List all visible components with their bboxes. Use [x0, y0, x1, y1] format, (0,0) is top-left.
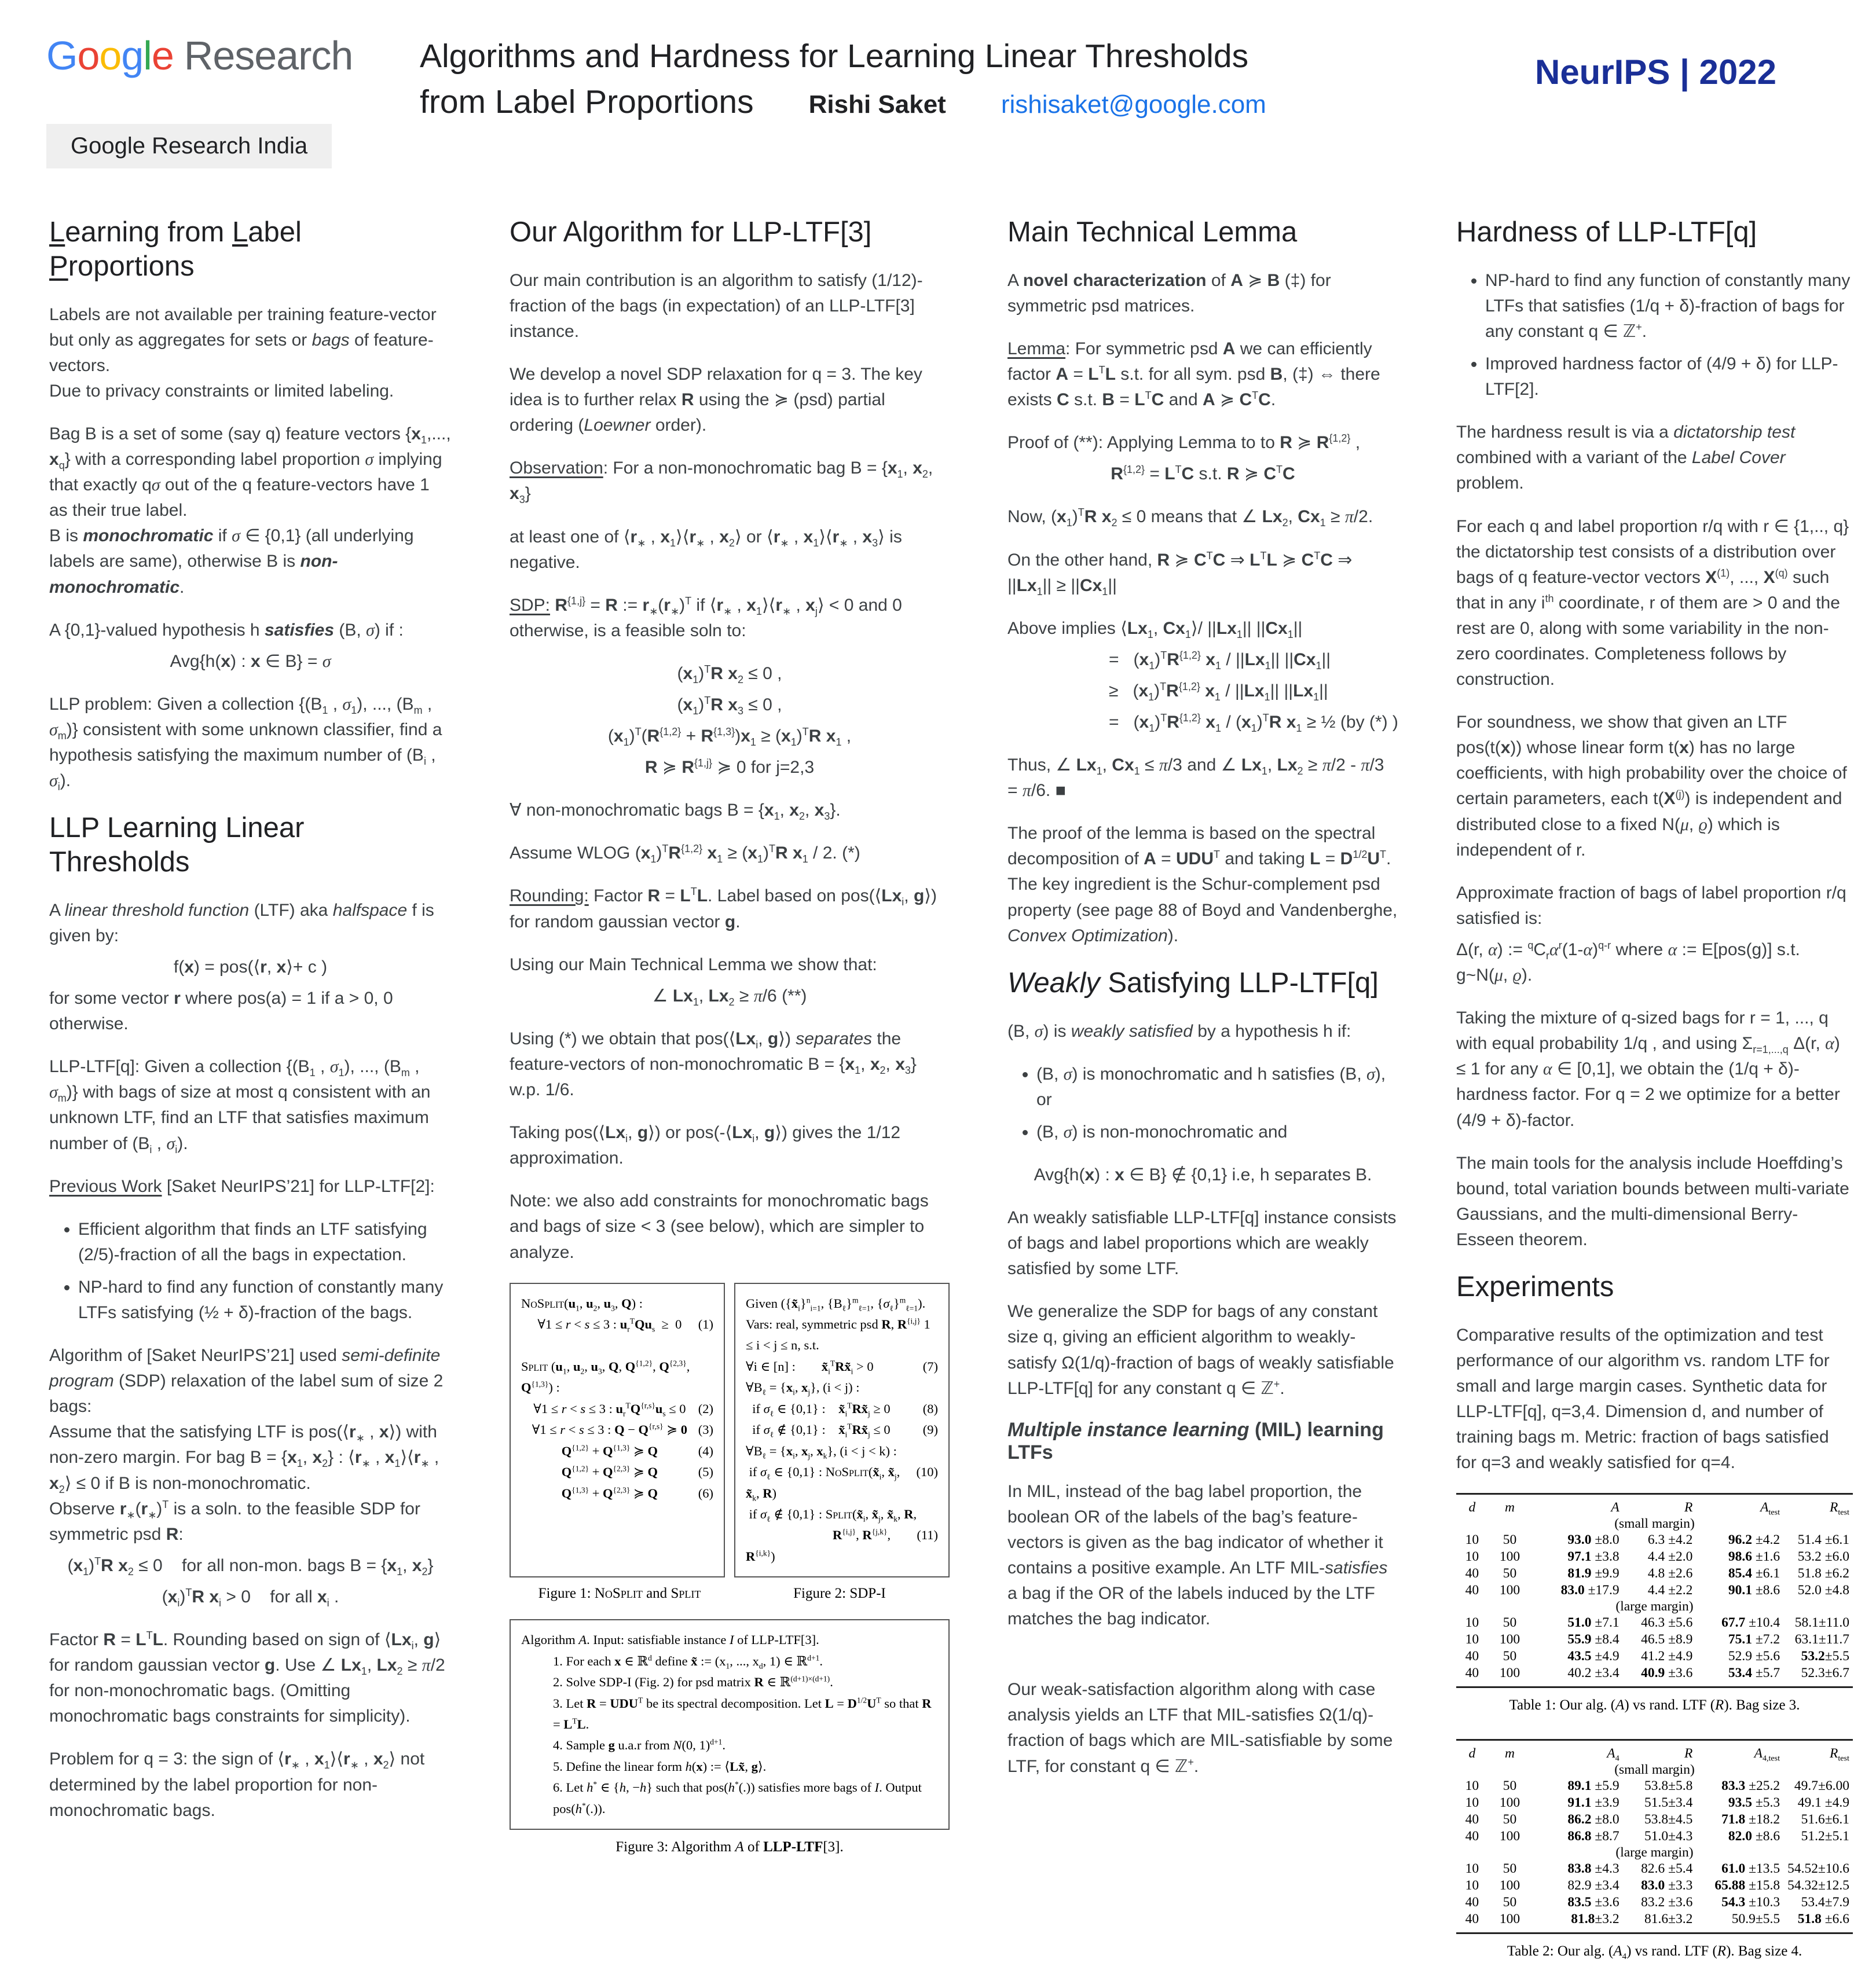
figure-line: (6) $Q^{\{1,3\}} + Q^{\{2,3\}}$ ≽ Q: [561, 1485, 713, 1500]
figure-line: 6. Let h* ∈ {h, −h} such that pos(h*(.)) satisfies more bags of I. Output pos(h*(.)).: [553, 1779, 922, 1816]
paragraph: Thus, ∠ $Lx_1$, $Cx_1 \le \pi/3$ and ∠ $Lx_1$, $Lx_2 \ge \pi/2 - \pi/3 = \pi/6$. ■: [1007, 755, 1384, 801]
figure-line: [521, 1335, 713, 1356]
table-cell: 89.1 ±5.9: [1567, 1778, 1619, 1794]
table-cell: 50: [1503, 1532, 1517, 1548]
figure-line: 5. Define the linear form h(x) := ⟨Lx̃, g⟩.: [553, 1759, 767, 1774]
table-cell: 40: [1465, 1911, 1479, 1927]
table-cell: R: [1684, 1500, 1693, 1516]
table-cell: 55.9 ±8.4: [1567, 1632, 1619, 1648]
figure-line: (8) if $\sigma_\ell$ ∈ {0,1} : $x̃_i^TRx̃_j \ge 0$: [746, 1401, 938, 1418]
table-cell: 10: [1465, 1778, 1479, 1794]
paragraph: An weakly satisfiable LLP-LTF[q] instance consists of bags and label proportions which are weakly satisfied by some LTF.: [1007, 1208, 1397, 1279]
paragraph: On the other hand, R ≽ $C^TC$ ⇒ $L^TL$ ≽ $C^TC$ ⇒ $||Lx_1|| \ge ||Cx_1||$: [1007, 549, 1353, 597]
figure-line: (3) ∀1 ≤ r < s ≤ 3 : $Q - Q^{\{r,s\}}$ ≽ 0: [532, 1422, 713, 1437]
table-cell: 40: [1465, 1812, 1479, 1828]
equation: = $(x_1)^TR^{\{1,2\}}$ $x_1 / ||Lx_1||$ $||Cx_1||$: [1109, 649, 1331, 672]
paragraph: A novel characterization of A ≽ B (‡) for symmetric psd matrices.: [1007, 270, 1331, 315]
table-cell: 53.2 ±6.0: [1797, 1549, 1849, 1565]
table-cell: 100: [1499, 1911, 1520, 1927]
table-cell: 83.3 ±25.2: [1721, 1778, 1780, 1794]
table-cell: 40.9 ±3.6: [1641, 1665, 1693, 1681]
table-cell: d: [1468, 1500, 1476, 1516]
table-cell: 10: [1465, 1795, 1479, 1811]
equation: = $(x_1)^TR^{\{1,2\}}$ $x_1 / (x_1)^TR$ $x_1$ ≥ ½ (by (*) ): [1109, 712, 1398, 735]
paragraph: Using our Main Technical Lemma we show that:: [510, 955, 877, 974]
table-cell: 54.32±12.5: [1787, 1878, 1849, 1894]
figure-line: (2) ∀1 ≤ r < s ≤ 3 : $u_r^TQ^{\{r,s\}}u_s \le 0$: [533, 1401, 713, 1418]
table-cell: 100: [1499, 1665, 1520, 1681]
table-cell: 58.1±11.0: [1794, 1615, 1849, 1631]
author-name: Rishi Saket: [808, 90, 946, 119]
table-cell: 10: [1465, 1549, 1479, 1565]
paragraph: Our weak-satisfaction algorithm along with case analysis yields an LTF that MIL-satisfies Ω(1/q)-fraction of bags which are MIL-satisfiable by some LTF, for constant q ∈ ℤ+.: [1007, 1680, 1393, 1776]
table-cell: 86.8 ±8.7: [1567, 1829, 1619, 1844]
list-item: • NP-hard to find any function of constantly many LTFs satisfying (½ + δ)-fraction of the bags.: [78, 1275, 452, 1326]
figure-2-caption: Figure 2: SDP-I: [793, 1586, 886, 1602]
table-cell: 51.8 ±6.6: [1797, 1911, 1849, 1927]
paragraph: (B, σ) is weakly satisfied by a hypothesis h if:: [1007, 1021, 1351, 1041]
table-cell: 83.0 ±17.9: [1560, 1583, 1619, 1598]
table-cell: 52.0 ±4.8: [1797, 1583, 1849, 1598]
figure-2-sdp-1: [734, 1283, 950, 1578]
table-cell: 51.5±3.4: [1644, 1795, 1693, 1811]
paragraph: The main tools for the analysis include Hoeffding’s bound, total variation bounds between multi-variate Gaussians, and the multi-dimensional Berry-Esseen theorem.: [1456, 1153, 1849, 1249]
table-cell: A: [1611, 1500, 1619, 1516]
table-cell: 4.4 ±2.2: [1647, 1583, 1693, 1598]
list-item: • (B, σ) is monochromatic and h satisfies (B, σ), or: [1036, 1062, 1398, 1113]
table-cell: 49.1 ±4.9: [1797, 1795, 1849, 1811]
figure-3-algorithm: [510, 1619, 950, 1830]
table-cell: 83.8 ±4.3: [1567, 1861, 1619, 1877]
poster-title-line1: Algorithms and Hardness for Learning Linear Thresholds: [420, 38, 1249, 75]
figure-line: 1. For each x ∈ ℝ$^d$ define x̃ := ($x_1$, ..., $x_d$, 1) ∈ ℝ$^{d+1}$.: [553, 1653, 823, 1671]
figure-line: (10) if $\sigma_\ell$ ∈ {0,1} : $NoSplit(x̃_i$, $x̃_j$, $x̃_k$, R): [746, 1465, 938, 1503]
table-cell: 54.52±10.6: [1787, 1861, 1849, 1877]
table-cell: 53.4±7.9: [1801, 1895, 1849, 1910]
table-cell: m: [1504, 1500, 1515, 1516]
table-cell: $A_4$: [1607, 1746, 1619, 1764]
table-cell: 54.3 ±10.3: [1721, 1895, 1780, 1910]
google-logo-letter: e: [151, 33, 174, 78]
table-cell: 96.2 ±4.2: [1728, 1532, 1780, 1548]
table-cell: 65.88 ±15.8: [1714, 1878, 1780, 1894]
figure-captions-row: [510, 1586, 950, 1602]
table-cell: 100: [1499, 1549, 1520, 1565]
equation: $(x_1)^TR$ $x_2 \le 0$ ,: [677, 663, 782, 685]
column-hardness-experiments: [1456, 215, 1853, 1985]
bullet-list: [1456, 268, 1853, 402]
logo-research-text: Research: [184, 33, 353, 78]
paragraph: A linear threshold function (LTF) aka halfspace f is given by:: [49, 900, 434, 945]
table-cell: 61.0 ±13.5: [1721, 1861, 1780, 1877]
figure-line: Given ($\{x̃_i\}^n_{i=1}$, $\{B_\ell\}^m_{\ell=1}$, $\{\sigma_\ell\}^m_{\ell=1}$). Vars: real, symmetric psd R, $R^{\{i,j\}}$ 1 ≤ i < j ≤ n, s.t.: [746, 1296, 930, 1353]
figure-1-caption: Figure 1: NoSplit and Split: [538, 1586, 701, 1602]
figure-line: 2. Solve SDP-I (Fig. 2) for psd matrix R ∈ ℝ$^{(d+1)\times(d+1)}$.: [553, 1674, 833, 1690]
table-cell: 51.8 ±6.2: [1797, 1566, 1849, 1582]
table-cell: 41.2 ±4.9: [1641, 1649, 1693, 1664]
column-our-algorithm: [510, 215, 950, 1985]
results-table-bag-size-3: [1456, 1493, 1853, 1688]
table-cell: 51.6±6.1: [1801, 1812, 1849, 1828]
column-main-technical-lemma: [1007, 215, 1398, 1985]
equation: ≥ $(x_1)^TR^{\{1,2\}}$ $x_1 / ||Lx_1||$ $||Lx_1||$: [1109, 680, 1328, 703]
table-cell: 86.2 ±8.0: [1567, 1812, 1619, 1828]
google-logo-letter: g: [121, 33, 144, 78]
paragraph: Lemma: For symmetric psd A we can efficiently factor $A = L^TL$ s.t. for all sym. psd B, (‡) ⇔ there exists C s.t. $B = L^TC$ and A ≽ $C^TC$.: [1007, 339, 1380, 410]
table-cell: 53.8±4.5: [1644, 1812, 1693, 1828]
paragraph: For soundness, we show that given an LTF pos(t(x)) whose linear form t(x) has no large coefficients, with high probability over the choice of certain parameters, each $t(X^{(j)})$ is independent and distributed close to a fixed N(μ, ϱ) which is independent of r.: [1456, 713, 1847, 860]
section-heading-experiments: Experiments: [1456, 1271, 1614, 1302]
section-heading-our-algorithm: Our Algorithm for LLP-LTF[3]: [510, 217, 872, 248]
table-cell: 81.9 ±9.9: [1567, 1566, 1619, 1582]
equation: Avg{h(x) : x ∈ B} ∉ {0,1} i.e, h separates B.: [1034, 1165, 1372, 1184]
table-cell: 50: [1503, 1861, 1517, 1877]
section-heading-hardness: Hardness of LLP-LTF[q]: [1456, 217, 1757, 248]
list-item: • Improved hardness factor of (4/9 + δ) for LLP-LTF[2].: [1485, 351, 1853, 402]
table-cell: 100: [1499, 1795, 1520, 1811]
table-cell: 4.4 ±2.0: [1647, 1549, 1693, 1565]
table-1-caption: Table 1: Our alg. (A) vs rand. LTF (R). Bag size 3.: [1509, 1697, 1800, 1714]
table-cell: 46.3 ±5.6: [1641, 1615, 1693, 1631]
figure-line: Split ($u_1$, $u_2$, $u_3$, Q, $Q^{\{1,2\}}$, $Q^{\{2,3\}}$, $Q^{\{1,3\}}$) :: [521, 1359, 690, 1395]
table-cell: (small margin): [1614, 1762, 1695, 1778]
paragraph: Algorithm of [Saket NeurIPS’21] used semi-definite program (SDP) relaxation of the label sum of size 2 bags: Assume that the satisfying LTF is $pos(⟨r_∗$ , x⟩) with non-zero margin. For bag $B = \{x_1$, $x_2$} : $⟨r_∗$ , $x_1⟩⟨r_∗$ , $x_2⟩ \le 0$ if B is non-monochromatic. Observe $r_∗(r_∗)^T$ is a soln. to the feasible SDP for symmetric psd R:: [49, 1346, 444, 1544]
venue-badge: NeurIPS | 2022: [1534, 53, 1776, 91]
equation: $R^{\{1,2\}} = L^TC$ s.t. R ≽ $C^TC$: [1111, 464, 1295, 484]
paragraph: LLP problem: Given a collection {($B_1$ , $\sigma_1$), ..., ($B_m$ , $\sigma_m$)} consistent with some unknown classifier, find a hypothesis satisfying the maximum number of ($B_i$ , $\sigma_i$).: [49, 694, 442, 793]
bullet-list: [49, 1217, 452, 1326]
table-cell: 100: [1499, 1878, 1520, 1894]
poster-title-block: [420, 34, 1508, 124]
table-cell: 67.7 ±10.4: [1721, 1615, 1780, 1631]
table-cell: 46.5 ±8.9: [1641, 1632, 1693, 1648]
paragraph: The hardness result is via a dictatorship test combined with a variant of the Label Cover problem.: [1456, 423, 1796, 493]
table-cell: 50: [1503, 1778, 1517, 1794]
paragraph: LLP-LTF[q]: Given a collection {($B_1$ , $\sigma_1$), ..., ($B_m$ , $\sigma_m$)} with bags of size at most q consistent with an unknown LTF, find an LTF that satisfies maximum number of ($B_i$ , $\sigma_i$).: [49, 1057, 431, 1155]
subsection-heading-mil: Multiple instance learning (MIL) learning LTFs: [1007, 1418, 1384, 1463]
figure-line: $\forall B_\ell = \{x_i$, $x_j$}, (i < j) :: [746, 1380, 860, 1397]
table-cell: (small margin): [1614, 1516, 1695, 1532]
paragraph: Labels are not available per training feature-vector but only as aggregates for sets or bags of feature-vectors. Due to privacy constraints or limited labeling.: [49, 304, 437, 401]
paragraph: In MIL, instead of the bag label proportion, the boolean OR of the labels of the bag’s feature-vectors is given as the bag indicator of whether it contains a positive example. An LTF MIL-satisfies a bag if the OR of the labels induced by the LTF matches the bag indicator.: [1007, 1481, 1388, 1629]
google-logo-letter: o: [77, 33, 100, 78]
table-cell: 52.3±6.7: [1801, 1665, 1849, 1681]
paragraph: Now, $(x_1)^TR$ $x_2 \le 0$ means that ∠ $Lx_2$, $Cx_1 \ge \pi/2$.: [1007, 507, 1373, 529]
figure-line: $NoSplit(u_1$, $u_2$, $u_3$, Q) :: [521, 1296, 643, 1313]
equation: Avg{h(x) : x ∈ B} = σ: [170, 651, 331, 671]
table-cell: 83.2 ±3.6: [1641, 1895, 1693, 1910]
section-heading-weakly-satisfying: Weakly Satisfying LLP-LTF[q]: [1007, 967, 1379, 999]
table-cell: $R_{test}$: [1830, 1500, 1849, 1518]
table-cell: 100: [1499, 1583, 1520, 1598]
table-cell: 91.1 ±3.9: [1567, 1795, 1619, 1811]
table-cell: 53.2±5.5: [1801, 1649, 1849, 1664]
table-cell: 82.9 ±3.4: [1567, 1878, 1619, 1894]
table-cell: 50.9±5.5: [1731, 1911, 1780, 1927]
figure-line: (5) $Q^{\{1,2\}} + Q^{\{2,3\}}$ ≽ Q: [561, 1464, 713, 1480]
paragraph: SDP: $R^{\{1,j\}} = R$ := $r_∗(r_∗)^T$ if $⟨r_∗$ , $x_1⟩⟨r_∗$ , $x_j⟩ < 0$ and 0 otherwise, is a feasible soln to:: [510, 595, 902, 640]
paragraph: Comparative results of the optimization and test performance of our algorithm vs. random LTF for small and large margin cases. Synthetic data for LLP-LTF[q], q=3,4. Dimension d, and number of training bags m. Metric: fraction of bags satisfied for q=3 and weakly satisfied for q=4.: [1456, 1325, 1830, 1473]
table-cell: 10: [1465, 1532, 1479, 1548]
list-item: • NP-hard to find any function of constantly many LTFs that satisfies (1/q + δ)-fraction of bags for any constant q ∈ ℤ+.: [1485, 268, 1853, 344]
figure-line: 3. Let $R = UDU^T$ be its spectral decomposition. Let $L = D^{1/2}U^T$ so that $R = L^TL$.: [553, 1696, 932, 1732]
table-cell: 10: [1465, 1632, 1479, 1648]
figure-1-nosplit-split: [510, 1283, 725, 1578]
figure-line: (11) $R^{\{i,j\}}$, $R^{\{j,k\}}$, $R^{\{i,k\}}$): [746, 1527, 938, 1564]
table-cell: 50: [1503, 1566, 1517, 1582]
paragraph: Assume WLOG $(x_1)^TR^{\{1,2\}}$ $x_1 \ge (x_1)^TR$ $x_1 / 2$. (*): [510, 843, 860, 865]
paragraph: Previous Work [Saket NeurIPS’21] for LLP-LTF[2]:: [49, 1176, 435, 1196]
table-cell: 50: [1503, 1649, 1517, 1664]
paragraph: Rounding: Factor $R = L^TL$. Label based on $pos(⟨Lx_i$, g⟩) for random gaussian vector g.: [510, 886, 937, 931]
equation: ∠ $Lx_1$, $Lx_2 \ge \pi/6$ (**): [652, 986, 807, 1008]
figure-line: if $\sigma_\ell$ ∉ {0,1} : $Split(x̃_i$, $x̃_j$, $x̃_k$, R,: [746, 1506, 917, 1524]
table-cell: 51.0 ±7.1: [1567, 1615, 1619, 1631]
table-cell: m: [1504, 1746, 1515, 1762]
figure-line: Algorithm A. Input: satisfiable instance I of LLP-LTF[3].: [521, 1632, 819, 1648]
table-cell: 43.5 ±4.9: [1567, 1649, 1619, 1664]
figure-1-2-row: [510, 1283, 950, 1578]
paragraph: Note: we also add constraints for monochromatic bags and bags of size < 3 (see below), which are simpler to analyze.: [510, 1191, 929, 1262]
table-cell: 4.8 ±2.6: [1647, 1566, 1693, 1582]
table-cell: 75.1 ±7.2: [1728, 1632, 1780, 1648]
table-cell: 40: [1465, 1649, 1479, 1664]
figure-3-caption: Figure 3: Algorithm A of LLP-LTF[3].: [615, 1839, 844, 1855]
equation: $(x_1)^T(R^{\{1,2\}} + R^{\{1,3\}})x_1 \ge (x_1)^TR$ $x_1$ ,: [607, 726, 852, 748]
email-link[interactable]: rishisaket@google.com: [1001, 90, 1266, 119]
google-logo-letter: l: [143, 33, 152, 78]
poster-columns: [49, 215, 1853, 1985]
paragraph: We develop a novel SDP relaxation for q = 3. The key idea is to further relax R using the ≽ (psd) partial ordering (Loewner order).: [510, 365, 922, 435]
bullet-list: [1007, 1062, 1398, 1145]
equation: Δ(r, α) := $^qC_r\alpha^r(1-\alpha)^{q-r}$ where α := E[pos(g)] s.t. g~N(μ, ϱ).: [1456, 939, 1800, 985]
paragraph: Above implies $⟨Lx_1$, $Cx_1⟩/$ $||Lx_1||$ $||Cx_1||$: [1007, 618, 1303, 640]
table-cell: 81.6±3.2: [1644, 1911, 1693, 1927]
paragraph: Approximate fraction of bags of label proportion r/q satisfied is:: [1456, 883, 1846, 928]
equation: R ≽ $R^{\{1,j\}}$ ≽ 0 for j=2,3: [644, 757, 815, 777]
table-cell: 93.0 ±8.0: [1567, 1532, 1619, 1548]
paragraph: Observation: For a non-monochromatic bag $B = \{x_1$, $x_2$, $x_3$}: [510, 458, 933, 506]
table-cell: $R_{test}$: [1830, 1746, 1849, 1764]
table-cell: 10: [1465, 1878, 1479, 1894]
table-cell: 81.8±3.2: [1571, 1911, 1619, 1927]
table-cell: 40: [1465, 1829, 1479, 1844]
table-cell: 83.0 ±3.3: [1641, 1878, 1693, 1894]
table-cell: 98.6 ±1.6: [1728, 1549, 1780, 1565]
table-cell: 40: [1465, 1895, 1479, 1910]
paragraph: For each q and label proportion r/q with r ∈ {1,.., q} the dictatorship test consists of a distribution over bags of q feature-vector vectors $X^{(1)}$, ..., $X^{(q)}$ such that in any $i^{th}$ coordinate, r of them are > 0 and the rest are 0, along with some variability in the non-zero coordinates. Completeness follows by construction.: [1456, 516, 1849, 689]
figure-line: (9) if $\sigma_\ell$ ∉ {0,1} : $x̃_i^TRx̃_j \le 0$: [746, 1422, 938, 1439]
table-cell: 51.2±5.1: [1801, 1829, 1849, 1844]
google-logo-letter: G: [46, 33, 78, 78]
column-learning-from-label-proportions: [49, 215, 452, 1985]
table-cell: 97.1 ±3.8: [1567, 1549, 1619, 1565]
table-cell: (large margin): [1615, 1599, 1694, 1615]
table-cell: 82.6 ±5.4: [1641, 1861, 1693, 1877]
figure-line: (4) $Q^{\{1,2\}} + Q^{\{1,3\}}$ ≽ Q: [561, 1443, 713, 1458]
table-cell: 49.7±6.00: [1794, 1778, 1849, 1794]
table-cell: 50: [1503, 1812, 1517, 1828]
table-cell: 6.3 ±4.2: [1647, 1532, 1693, 1548]
table-cell: 51.0±4.3: [1644, 1829, 1693, 1844]
table-cell: 51.4 ±6.1: [1797, 1532, 1849, 1548]
table-cell: 100: [1499, 1829, 1520, 1844]
results-table-bag-size-4: [1456, 1739, 1853, 1934]
section-heading-main-lemma: Main Technical Lemma: [1007, 217, 1298, 248]
table-cell: 40: [1465, 1566, 1479, 1582]
table-cell: 53.8±5.8: [1644, 1778, 1693, 1794]
paragraph: Factor $R = L^TL$. Rounding based on sign of $⟨Lx_i$, g⟩ for random gaussian vector g. Use ∠ $Lx_1$, $Lx_2 \ge \pi/2$ for non-monochromatic bags. (Omitting monochromatic bags constraints for simplicity).: [49, 1630, 445, 1726]
paragraph: We generalize the SDP for bags of any constant size q, giving an efficient algorithm to weakly-satisfy Ω(1/q)-fraction of bags of weakly satisfiable LLP-LTF[q] for any constant q ∈ ℤ+.: [1007, 1302, 1394, 1398]
list-item: • (B, σ) is non-monochromatic and: [1036, 1120, 1398, 1145]
equation: $(x_1)^TR$ $x_3 \le 0$ ,: [677, 695, 782, 717]
table-cell: 40.2 ±3.4: [1567, 1665, 1619, 1681]
table-cell: 10: [1465, 1861, 1479, 1877]
table-cell: R: [1684, 1746, 1693, 1762]
table-2-caption: Table 2: Our alg. $(A_4)$ vs rand. LTF (R). Bag size 4.: [1507, 1943, 1802, 1962]
table-cell: d: [1468, 1746, 1476, 1762]
poster-title-line2: from Label Proportions: [420, 83, 754, 120]
paragraph: A {0,1}-valued hypothesis h satisfies (B, σ) if :: [49, 620, 404, 640]
table-cell: (large margin): [1615, 1845, 1694, 1861]
table-cell: 71.8 ±18.2: [1721, 1812, 1780, 1828]
paragraph: Proof of (**): Applying Lemma to to R ≽ $R^{\{1,2\}}$ ,: [1007, 432, 1361, 453]
table-cell: 52.9 ±5.6: [1728, 1649, 1780, 1664]
table-cell: 90.1 ±8.6: [1728, 1583, 1780, 1598]
section-heading-llp: Learning from Label Proportions: [49, 217, 302, 282]
paragraph: The proof of the lemma is based on the spectral decomposition of $A = UDU^T$ and taking $L = D^{1/2}U^T$. The key ingredient is the Schur-complement psd property (see page 88 of Boyd and Vandenberghe, Convex Optimization).: [1007, 824, 1398, 945]
paragraph: for some vector r where pos(a) = 1 if a > 0, 0 otherwise.: [49, 989, 393, 1034]
table-cell: 50: [1503, 1895, 1517, 1910]
table-cell: 40: [1465, 1665, 1479, 1681]
equation: f(x) = pos(⟨r, x⟩+ c ): [173, 957, 328, 977]
list-item: • Efficient algorithm that finds an LTF satisfying (2/5)-fraction of all the bags in expectation.: [78, 1217, 452, 1268]
table-cell: 40: [1465, 1583, 1479, 1598]
paragraph: Taking the mixture of q-sized bags for r = 1, ..., q with equal probability 1/q , and using $\Sigma_{r=1,...,q}$ Δ(r, α) ≤ 1 for any α ∈ [0,1], we obtain the (1/q + δ)-hardness factor. For q = 2 we optimize for a better (4/9 + δ)-factor.: [1456, 1008, 1840, 1130]
equation: $(x_1)^TR$ $x_2 \le 0$ for all non-mon. bags $B = \{x_1$, $x_2$}: [67, 1555, 434, 1577]
figure-line: 4. Sample g u.a.r from N(0, 1)$^{d+1}$.: [553, 1737, 726, 1753]
paragraph: Our main contribution is an algorithm to satisfy (1/12)-fraction of the bags (in expectation) of an LLP-LTF[3] instance.: [510, 270, 923, 341]
paragraph: Problem for q = 3: the sign of $⟨r_∗$ , $x_1⟩⟨r_∗$ , $x_2⟩$ not determined by the label proportion for non-monochromatic bags.: [49, 1749, 425, 1820]
google-research-logo: [46, 32, 353, 79]
google-logo-letter: o: [99, 33, 122, 78]
table-cell: 93.5 ±5.3: [1728, 1795, 1780, 1811]
table-cell: 63.1±11.7: [1794, 1632, 1849, 1648]
paragraph: Bag B is a set of some (say q) feature vectors {$x_1$,..., $x_q$} with a corresponding label proportion σ implying that exactly qσ out of the q feature-vectors have 1 as their true label. B is monochromatic if σ ∈ {0,1} (all underlying labels are same), otherwise B is non-monochromatic.: [49, 424, 451, 597]
table-cell: 53.4 ±5.7: [1728, 1665, 1780, 1681]
paragraph: Taking $pos(⟨Lx_i$, g⟩) or $pos(-⟨Lx_i$, g⟩) gives the 1/12 approximation.: [510, 1123, 901, 1168]
equation: $(x_i)^TR$ $x_i > 0$ for all $x_i$ .: [162, 1586, 339, 1609]
table-cell: 83.5 ±3.6: [1567, 1895, 1619, 1910]
paragraph: Using (*) we obtain that $pos(⟨Lx_i$, g⟩) separates the feature-vectors of non-monochromatic $B = \{x_1$, $x_2$, $x_3$} w.p. 1/6.: [510, 1029, 917, 1100]
figure-line: $\forall B_\ell = \{x_i$, $x_j$, $x_k$}, (i < j < k) :: [746, 1443, 897, 1461]
section-heading-llp-ltf: LLP Learning Linear Thresholds: [49, 812, 305, 878]
table-cell: 85.4 ±6.1: [1728, 1566, 1780, 1582]
table-cell: 82.0 ±8.6: [1728, 1829, 1780, 1844]
figure-line: (1) ∀1 ≤ r < s ≤ 3 : $u_r^TQu_s \ge 0$: [537, 1316, 713, 1334]
figure-line: (7) ∀i ∈ [n] : $x̃_i^TRx̃_i > 0$: [746, 1359, 938, 1376]
org-badge: Google Research India: [46, 124, 332, 168]
paragraph: at least one of $⟨r_∗$ , $x_1⟩⟨r_∗$ , $x_2⟩$ or $⟨r_∗$ , $x_1⟩⟨r_∗$ , $x_3⟩$ is negative.: [510, 527, 902, 572]
table-cell: 50: [1503, 1615, 1517, 1631]
table-cell: $A_{test}$: [1760, 1500, 1780, 1518]
table-cell: 10: [1465, 1615, 1479, 1631]
table-cell: 100: [1499, 1632, 1520, 1648]
paragraph: ∀ non-monochromatic bags $B = \{x_1$, $x_2$, $x_3$}.: [510, 801, 841, 823]
table-cell: $A_{4,test}$: [1754, 1746, 1780, 1764]
